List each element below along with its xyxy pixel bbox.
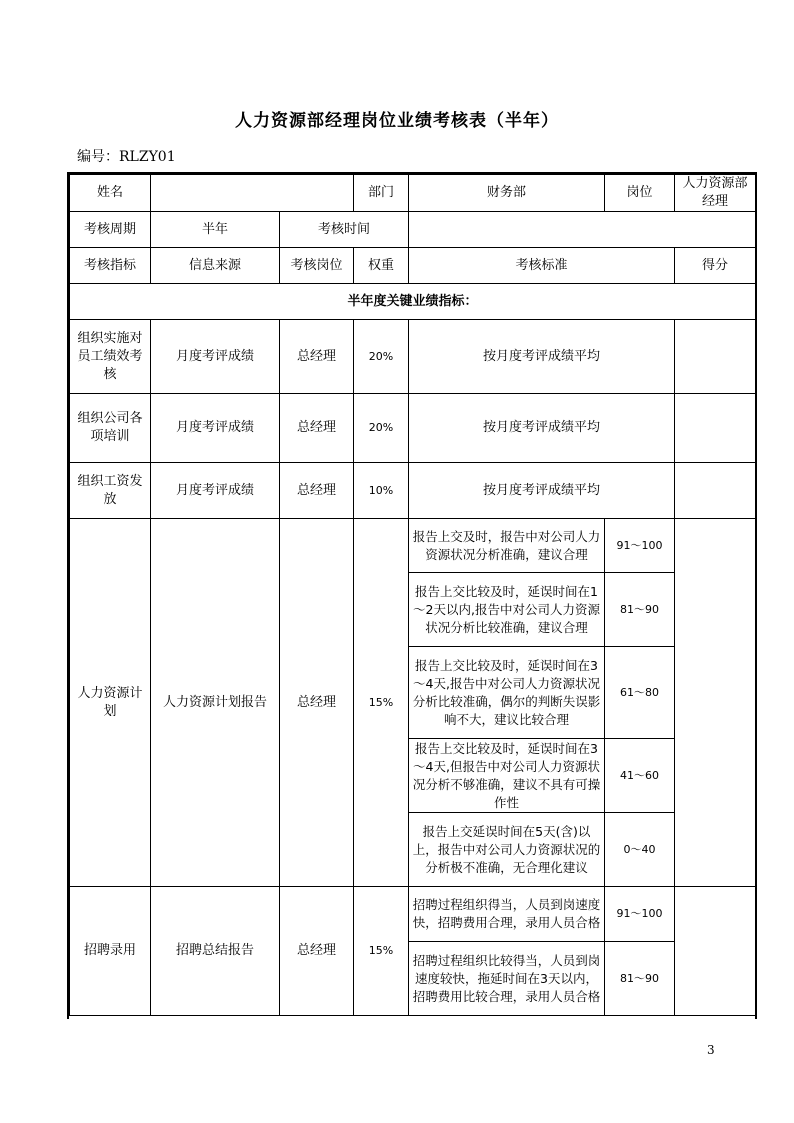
header-standard: 考核标准 xyxy=(409,248,675,284)
weight-cell: 20% xyxy=(354,320,409,394)
criterion-range: 81～90 xyxy=(605,573,675,647)
page-title: 人力资源部经理岗位业绩考核表（半年） xyxy=(235,111,559,131)
time-value[interactable] xyxy=(409,212,756,248)
period-label: 考核周期 xyxy=(70,212,151,248)
name-value[interactable] xyxy=(151,175,354,212)
criterion-range: 61～80 xyxy=(605,647,675,739)
score-cell[interactable] xyxy=(675,887,756,1016)
dept-label: 部门 xyxy=(354,175,409,212)
form-code: 编号：RLZY01 xyxy=(77,149,176,165)
info-row-2 xyxy=(70,212,756,248)
indicator-cell: 组织工资发放 xyxy=(70,463,151,519)
standard-cell: 按月度考评成绩平均 xyxy=(409,463,675,519)
indicator-cell: 组织实施对员工绩效考核 xyxy=(70,320,151,394)
info-row-1 xyxy=(70,175,756,212)
source-cell: 招聘总结报告 xyxy=(151,887,280,1016)
assessment-table xyxy=(69,174,756,1016)
assessor-cell: 总经理 xyxy=(280,320,354,394)
assessor-cell: 总经理 xyxy=(280,463,354,519)
assessor-cell: 总经理 xyxy=(280,394,354,463)
criterion-range: 81～90 xyxy=(605,942,675,1016)
table-row xyxy=(70,887,756,942)
section-title: 半年度关键业绩指标： xyxy=(70,284,756,320)
indicator-cell: 组织公司各项培训 xyxy=(70,394,151,463)
score-cell[interactable] xyxy=(675,394,756,463)
source-cell: 人力资源计划报告 xyxy=(151,519,280,887)
criterion-range: 91～100 xyxy=(605,519,675,573)
post-label: 岗位 xyxy=(605,175,675,212)
header-assessor: 考核岗位 xyxy=(280,248,354,284)
dept-value: 财务部 xyxy=(409,175,605,212)
section-row xyxy=(70,284,756,320)
assessor-cell: 总经理 xyxy=(280,519,354,887)
criterion-text: 报告上交比较及时，延误时间在1～2天以内,报告中对公司人力资源状况分析比较准确，建议合理 xyxy=(409,573,605,647)
criterion-text: 报告上交及时，报告中对公司人力资源状况分析准确，建议合理 xyxy=(409,519,605,573)
criterion-text: 招聘过程组织比较得当，人员到岗速度较快，拖延时间在3天以内，招聘费用比较合理，录用人员合格 xyxy=(409,942,605,1016)
criterion-text: 报告上交延误时间在5天(含)以上，报告中对公司人力资源状况的分析极不准确，无合理化建议 xyxy=(409,813,605,887)
header-score: 得分 xyxy=(675,248,756,284)
source-cell: 月度考评成绩 xyxy=(151,394,280,463)
weight-cell: 15% xyxy=(354,887,409,1016)
criterion-text: 报告上交比较及时，延误时间在3～4天,但报告中对公司人力资源状况分析不够准确，建议不具有可操作性 xyxy=(409,739,605,813)
table-row xyxy=(70,320,756,394)
weight-cell: 20% xyxy=(354,394,409,463)
time-label: 考核时间 xyxy=(280,212,409,248)
score-cell[interactable] xyxy=(675,463,756,519)
criterion-text: 招聘过程组织得当，人员到岗速度快，招聘费用合理，录用人员合格 xyxy=(409,887,605,942)
source-cell: 月度考评成绩 xyxy=(151,463,280,519)
criterion-range: 0～40 xyxy=(605,813,675,887)
page-number: 3 xyxy=(707,1043,715,1057)
indicator-cell: 人力资源计划 xyxy=(70,519,151,887)
assessor-cell: 总经理 xyxy=(280,887,354,1016)
weight-cell: 10% xyxy=(354,463,409,519)
table-row xyxy=(70,394,756,463)
header-row xyxy=(70,248,756,284)
header-weight: 权重 xyxy=(354,248,409,284)
standard-cell: 按月度考评成绩平均 xyxy=(409,394,675,463)
indicator-cell: 招聘录用 xyxy=(70,887,151,1016)
criterion-text: 报告上交比较及时，延误时间在3～4天,报告中对公司人力资源状况分析比较准确，偶尔的判断失误影响不大，建议比较合理 xyxy=(409,647,605,739)
criterion-range: 91～100 xyxy=(605,887,675,942)
weight-cell: 15% xyxy=(354,519,409,887)
name-label: 姓名 xyxy=(70,175,151,212)
table-row xyxy=(70,519,756,573)
post-value: 人力资源部经理 xyxy=(675,175,756,212)
header-indicator: 考核指标 xyxy=(70,248,151,284)
period-value: 半年 xyxy=(151,212,280,248)
table-row xyxy=(70,463,756,519)
header-source: 信息来源 xyxy=(151,248,280,284)
standard-cell: 按月度考评成绩平均 xyxy=(409,320,675,394)
score-cell[interactable] xyxy=(675,320,756,394)
score-cell[interactable] xyxy=(675,519,756,887)
criterion-range: 41～60 xyxy=(605,739,675,813)
source-cell: 月度考评成绩 xyxy=(151,320,280,394)
